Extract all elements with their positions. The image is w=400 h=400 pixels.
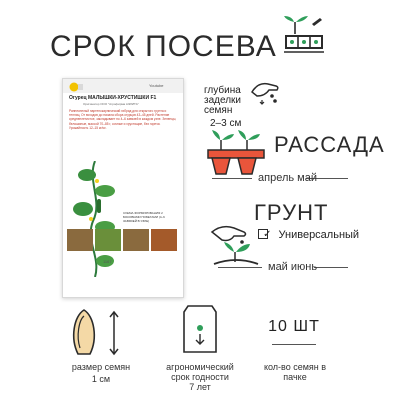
page-title: СРОК ПОСЕВА bbox=[50, 30, 277, 63]
packet-product-name: Огурец МАЛЫШКИ-ХРУСТИШКИ F1 bbox=[69, 95, 157, 101]
seedling-months: апрель май bbox=[258, 172, 317, 184]
packet-originator: Оригинатор ООО "Агрофирма АЭЛИТА" bbox=[83, 102, 139, 106]
packet-brand: Youtube bbox=[149, 83, 164, 88]
cucumber-vine-illustration bbox=[67, 161, 123, 277]
brand-logo-icon bbox=[69, 82, 83, 92]
seed-packet-icon bbox=[180, 304, 220, 356]
packet-code: 1167 bbox=[103, 259, 112, 264]
seed-size-value: 1 см bbox=[91, 374, 111, 384]
shelf-life-label: агрономический срок годности bbox=[166, 362, 234, 382]
seed-size-icon bbox=[70, 308, 130, 358]
check-mark-icon: ✓ bbox=[263, 229, 272, 240]
depth-label: глубина заделки семян bbox=[204, 85, 242, 116]
packet-description: Раннеспелый партенокарпический гибрид для открытого грунта и теплиц. От всходов до начала сбора огурцов 43–45 дней. Растение среднеплетистое, закладывает по 4–6 завязей в каждом узле. Зеленцы, белошипые, массой 70–85 г, сочные и хрустящие, без горечи. Урожайность 12–15 кг/м². bbox=[69, 109, 177, 130]
seedling-title: РАССАДА bbox=[274, 132, 385, 157]
ground-divider-left bbox=[218, 267, 262, 268]
planting-hand-icon bbox=[208, 222, 260, 268]
hand-sowing-icon bbox=[248, 74, 282, 106]
seedling-divider-left bbox=[212, 178, 252, 179]
ground-option-label: Универсальный bbox=[278, 229, 360, 241]
ground-option bbox=[258, 228, 359, 241]
depth-value: 2–3 см bbox=[210, 118, 242, 129]
seed-size-label: размер семян bbox=[71, 362, 131, 372]
seed-packet bbox=[62, 78, 184, 298]
ground-divider-right bbox=[314, 267, 348, 268]
growing-stages-strip bbox=[67, 229, 179, 251]
seedling-tray-icon bbox=[282, 14, 328, 58]
ground-months: май июнь bbox=[268, 261, 318, 273]
seedling-pots-icon bbox=[206, 126, 266, 176]
ground-title: ГРУНТ bbox=[254, 200, 329, 225]
packet-scheme: СХЕМА ФОРМИРОВАНИЯ 2 БОКОВЫМИ ПОБЕГАМИ (4–6 ЗАВЯЗЕЙ В УЗЛЕ) bbox=[123, 211, 165, 223]
seed-count-label: кол-во семян в пачке bbox=[263, 362, 327, 382]
seed-count-underline bbox=[272, 344, 316, 345]
seed-count: 10 ШТ bbox=[268, 318, 320, 335]
shelf-life-value: 7 лет bbox=[189, 382, 211, 392]
